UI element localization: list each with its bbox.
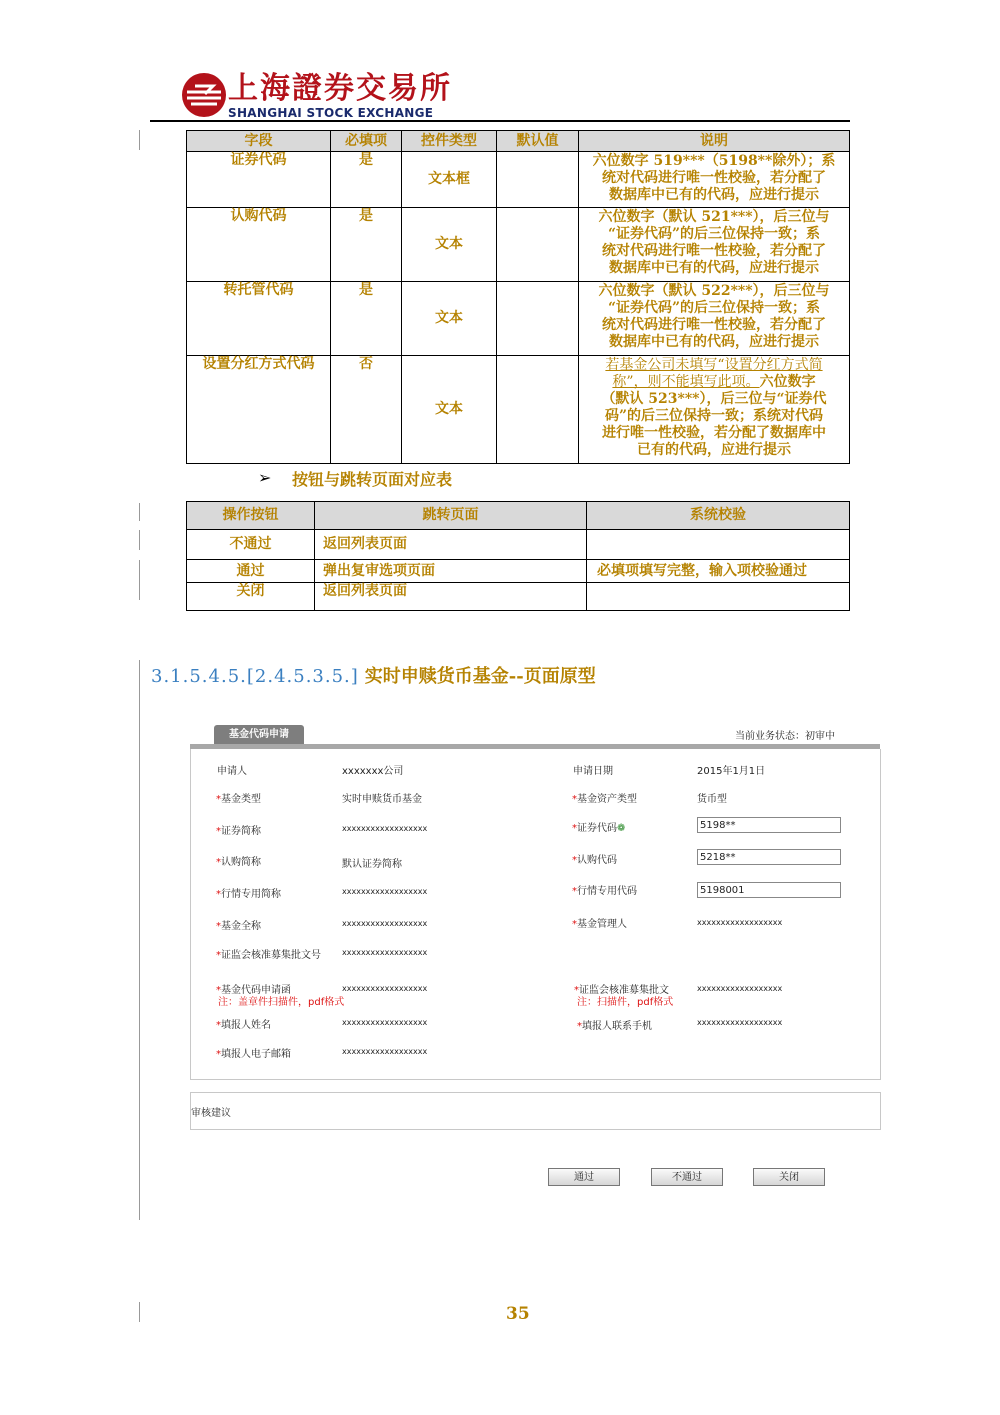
required-mark: *	[572, 823, 577, 834]
default-value	[497, 152, 579, 208]
column-header: 说明	[579, 131, 850, 152]
section-number: 3.1.5.4.5.[2.4.5.3.5.]	[151, 666, 359, 687]
system-check	[587, 583, 850, 611]
margin-bar	[139, 660, 140, 1220]
margin-bar	[139, 560, 140, 600]
target-page: 返回列表页面	[315, 583, 587, 611]
page-number: 35	[506, 1304, 530, 1324]
fund-type-value: 实时申赎货币基金	[342, 794, 422, 805]
app-letter-note: 注：盖章件扫描件，pdf格式	[218, 997, 345, 1008]
bullet-arrow-icon: ➢	[258, 468, 272, 487]
pass-button[interactable]: 通过	[548, 1168, 620, 1186]
field-name: 设置分红方式代码	[187, 356, 331, 464]
required-mark: *	[216, 826, 221, 837]
button-mapping-table	[186, 501, 850, 611]
field-description: 六位数字（默认 521***），后三位与 “证券代码”的后三位保持一致；系 统对代码进行唯一性校验，若分配了 数据库中已有的代码，应进行提示	[579, 208, 850, 282]
required-mark: *	[216, 1020, 221, 1031]
control-type: 文本框	[402, 152, 497, 208]
target-page: 弹出复审选项页面	[315, 560, 587, 583]
field-description: 若基金公司未填写“设置分红方式简 称”，则不能填写此项。六位数字 （默认 523***），后三位与“证券代 码”的后三位保持一致；系统对代码 进行唯一性校验，若分配了数据库中 已有的代码，应进行提示	[579, 356, 850, 464]
csrc-file-label: *证监会核准募集批文	[574, 985, 669, 996]
review-comment-box[interactable]	[190, 1092, 881, 1130]
control-type: 文本	[402, 208, 497, 282]
full-name-value: xxxxxxxxxxxxxxxxxx	[342, 919, 428, 928]
sub-short-value: 默认证券简称	[342, 859, 402, 870]
apply-date-label: 申请日期	[573, 766, 613, 777]
refresh-icon[interactable]: ❁	[617, 823, 626, 834]
margin-bar	[139, 130, 140, 150]
column-header: 系统校验	[587, 502, 850, 530]
control-type: 文本	[402, 356, 497, 464]
column-header: 默认值	[497, 131, 579, 152]
button-name: 关闭	[187, 583, 315, 611]
button-name: 通过	[187, 560, 315, 583]
column-header: 必填项	[331, 131, 402, 152]
target-page: 返回列表页面	[315, 530, 587, 560]
sub-short-label: *认购简称	[216, 857, 261, 868]
asset-type-value: 货币型	[697, 794, 727, 805]
applicant-label: 申请人	[217, 766, 247, 777]
sse-logo-icon	[181, 72, 227, 118]
field-name: 转托管代码	[187, 282, 331, 356]
required-mark: *	[216, 857, 221, 868]
business-status: 当前业务状态：初审中	[735, 731, 835, 742]
form-panel	[190, 749, 881, 1080]
required-mark: *	[216, 950, 221, 961]
csrc-doc-value: xxxxxxxxxxxxxxxxxx	[342, 948, 428, 957]
field-description: 六位数字（默认 522***），后三位与 “证券代码”的后三位保持一致；系 统对代码进行唯一性校验，若分配了 数据库中已有的代码，应进行提示	[579, 282, 850, 356]
asset-type-label: *基金资产类型	[572, 794, 637, 805]
default-value	[497, 208, 579, 282]
required-mark: *	[572, 919, 577, 930]
default-value	[497, 356, 579, 464]
section-title: 实时申赎货币基金--页面原型	[364, 666, 596, 687]
manager-value: xxxxxxxxxxxxxxxxxx	[697, 918, 783, 927]
fund-type-label: *基金类型	[216, 794, 261, 805]
manager-label: *基金管理人	[572, 919, 627, 930]
field-description: 六位数字 519***（5198**除外）；系 统对代码进行唯一性校验，若分配了 数据库中已有的代码，应进行提示	[579, 152, 850, 208]
quote-short-value: xxxxxxxxxxxxxxxxxx	[342, 887, 428, 896]
header-rule	[150, 120, 850, 122]
required-mark: *	[216, 794, 221, 805]
full-name-label: *基金全称	[216, 921, 261, 932]
required-mark: *	[574, 985, 579, 996]
margin-bar	[139, 1302, 140, 1322]
sec-short-label: *证券简称	[216, 826, 261, 837]
required-mark: *	[216, 1049, 221, 1060]
review-label: 审核建议	[191, 1108, 231, 1119]
quote-code-label: *行情专用代码	[572, 886, 637, 897]
tab-fund-code-application[interactable]: 基金代码申请	[214, 725, 304, 745]
required-mark: *	[577, 1021, 582, 1032]
sec-short-value: xxxxxxxxxxxxxxxxxx	[342, 824, 428, 833]
csrc-doc-label: *证监会核准募集批文号	[216, 950, 321, 961]
column-header: 字段	[187, 131, 331, 152]
required-mark: *	[216, 921, 221, 932]
logo-chinese-name: 上海證券交易所	[228, 71, 452, 106]
section-heading	[151, 662, 596, 688]
system-check	[587, 530, 850, 560]
column-header: 控件类型	[402, 131, 497, 152]
close-button[interactable]: 关闭	[753, 1168, 825, 1186]
required-flag: 是	[331, 208, 402, 282]
csrc-file-note: 注：扫描件，pdf格式	[577, 997, 674, 1008]
sub-code-input[interactable]: 5218**	[697, 849, 841, 865]
sub-code-label: *认购代码	[572, 855, 617, 866]
filler-name-value: xxxxxxxxxxxxxxxxxx	[342, 1018, 428, 1027]
logo-english-name: SHANGHAI STOCK EXCHANGE	[228, 106, 434, 120]
required-mark: *	[572, 855, 577, 866]
filler-email-value: xxxxxxxxxxxxxxxxxx	[342, 1047, 428, 1056]
quote-short-label: *行情专用简称	[216, 889, 281, 900]
column-header: 操作按钮	[187, 502, 315, 530]
filler-email-label: *填报人电子邮箱	[216, 1049, 291, 1060]
sec-code-input[interactable]: 5198**	[697, 817, 841, 833]
reject-button[interactable]: 不通过	[651, 1168, 723, 1186]
required-mark: *	[572, 886, 577, 897]
required-mark: *	[216, 985, 221, 996]
filler-name-label: *填报人姓名	[216, 1020, 271, 1031]
sec-code-label: *证券代码❁	[572, 823, 626, 834]
required-flag: 否	[331, 356, 402, 464]
field-name: 证券代码	[187, 152, 331, 208]
csrc-file-value[interactable]: xxxxxxxxxxxxxxxxxx	[697, 984, 783, 993]
subsection-heading: 按钮与跳转页面对应表	[292, 470, 453, 489]
field-table	[186, 130, 850, 464]
apply-date-value: 2015年1月1日	[697, 766, 766, 777]
margin-bar	[139, 503, 140, 521]
required-flag: 是	[331, 282, 402, 356]
control-type: 文本	[402, 282, 497, 356]
margin-bar	[139, 530, 140, 550]
filler-phone-label: *填报人联系手机	[577, 1021, 652, 1032]
app-letter-label: *基金代码申请函	[216, 985, 291, 996]
system-check: 必填项填写完整，输入项校验通过	[587, 560, 850, 583]
default-value	[497, 282, 579, 356]
required-mark: *	[572, 794, 577, 805]
quote-code-input[interactable]: 5198001	[697, 882, 841, 898]
applicant-value: xxxxxxx公司	[342, 766, 404, 777]
app-letter-value[interactable]: xxxxxxxxxxxxxxxxxx	[342, 984, 428, 993]
filler-phone-value: xxxxxxxxxxxxxxxxxx	[697, 1018, 783, 1027]
required-flag: 是	[331, 152, 402, 208]
field-name: 认购代码	[187, 208, 331, 282]
column-header: 跳转页面	[315, 502, 587, 530]
required-mark: *	[216, 889, 221, 900]
button-name: 不通过	[187, 530, 315, 560]
